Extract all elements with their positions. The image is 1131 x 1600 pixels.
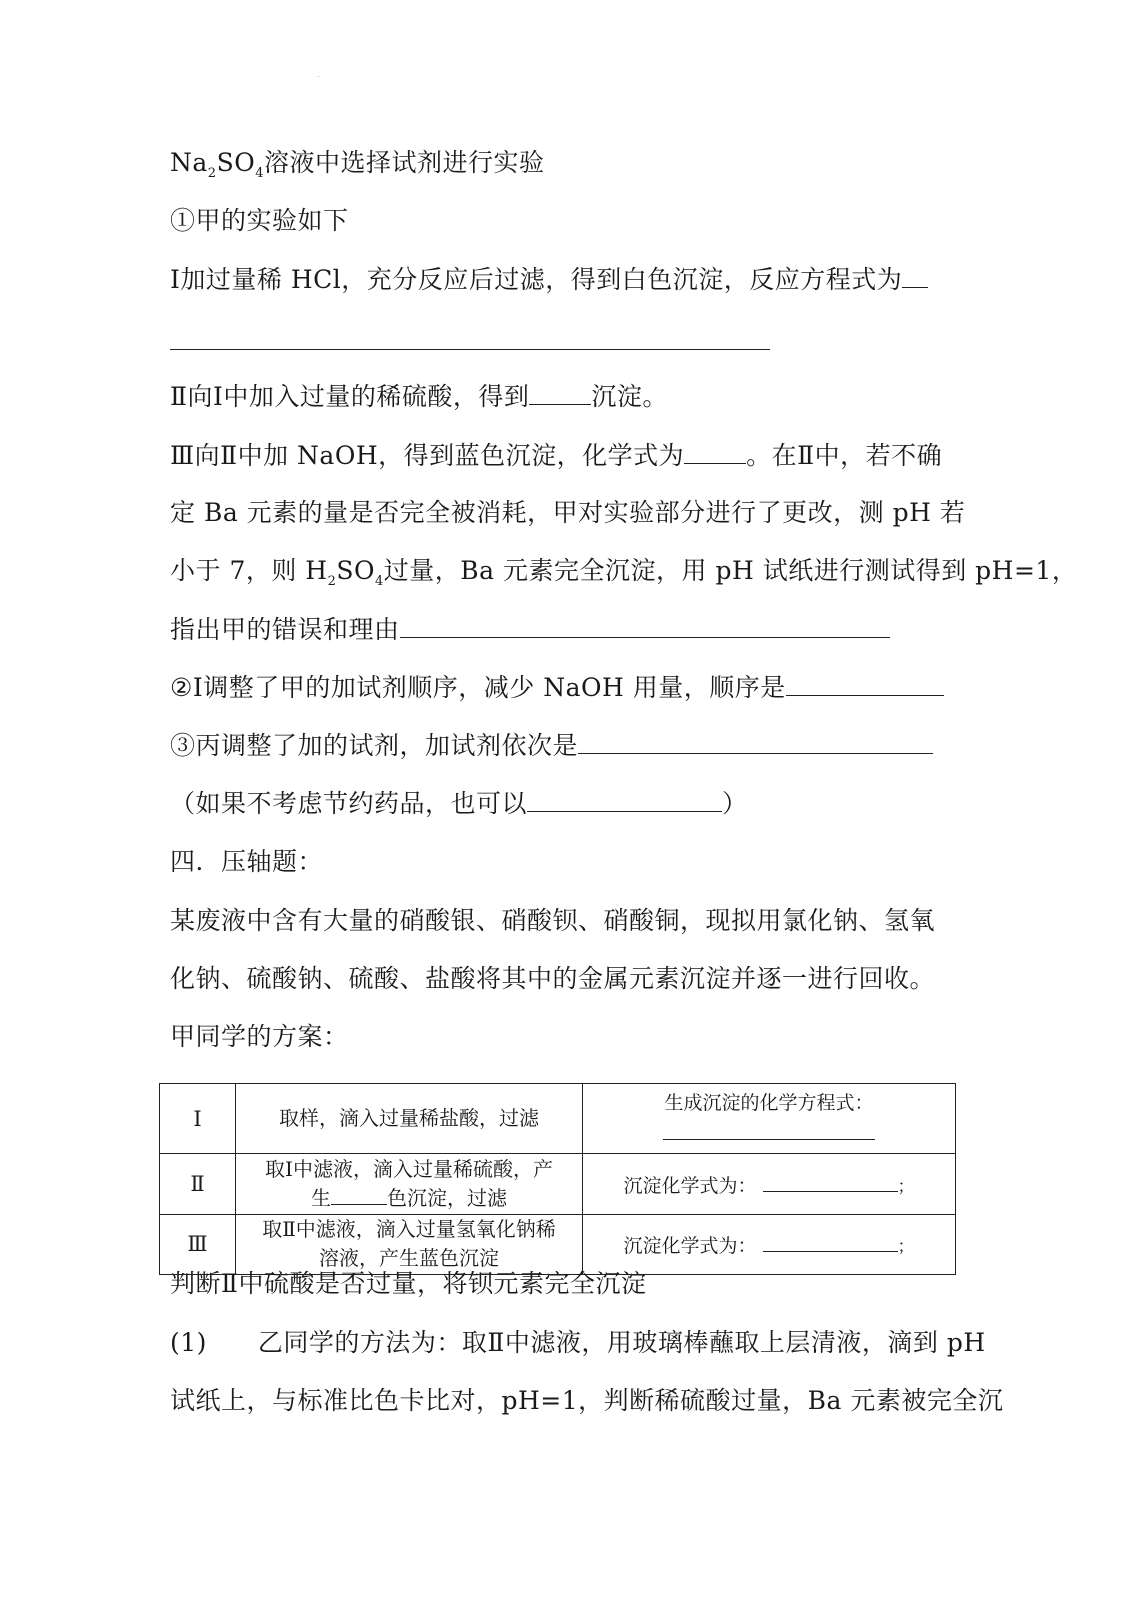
text-segment: 。在Ⅱ中，若不确 (746, 441, 943, 470)
subscript: 2 (207, 166, 217, 181)
text-segment: 沉淀。 (591, 382, 668, 411)
answer-blank-table-formula[interactable] (763, 1187, 898, 1192)
line-error-reason (170, 612, 890, 648)
answer-blank-formula[interactable] (684, 459, 746, 464)
text-segment: 过量，Ba 元素完全沉淀，用 pH 试纸进行测试得到 pH=1， (383, 556, 1078, 585)
line-yi-order (170, 670, 944, 706)
text-segment: 色沉淀，过滤 (387, 1186, 507, 1211)
problem-text-3: 甲同学的方案： (170, 1022, 349, 1051)
line-step-3 (170, 438, 942, 474)
answer-blank-table-equation[interactable] (663, 1135, 875, 1140)
text-segment: Ⅱ向Ⅰ中加入过量的稀硫酸，得到 (170, 382, 530, 411)
line-ph-test (170, 553, 1077, 600)
experiment-table (159, 1083, 956, 1275)
text-segment: Na (170, 148, 208, 177)
text-segment: ②Ⅰ调整了甲的加试剂顺序，减少 NaOH 用量，顺序是 (170, 673, 786, 702)
text-segment: 溶液中选择试剂进行实验 (263, 148, 545, 177)
subscript: 2 (327, 574, 337, 589)
step-number: Ⅱ (160, 1154, 236, 1214)
text-segment: （如果不考虑节约药品，也可以 (170, 789, 528, 818)
subscript: 4 (375, 574, 384, 589)
semicolon: ； (897, 1176, 915, 1197)
line-step-2 (170, 379, 668, 415)
step-line: 取Ⅱ中滤液，滴入过量氢氧化钠稀 (262, 1217, 556, 1242)
result-label: 沉淀化学式为： (623, 1234, 757, 1257)
line-jia-experiment: ①甲的实验如下 (170, 206, 349, 235)
step-description: 取样，滴入过量稀盐酸，过滤 (236, 1084, 583, 1154)
line-step-1 (170, 262, 928, 298)
answer-blank-order[interactable] (786, 691, 944, 696)
result-cell (583, 1084, 956, 1154)
problem-text-1: 某废液中含有大量的硝酸银、硝酸钡、硝酸铜，现拟用氯化钠、氢氧 (170, 906, 936, 935)
answer-blank-color[interactable] (331, 1200, 387, 1205)
text-segment: SO (336, 556, 376, 585)
section-heading: 四．压轴题： (170, 847, 324, 876)
step-line: 溶液，产生蓝色沉淀 (319, 1246, 499, 1271)
subscript: 4 (255, 166, 264, 181)
text-segment: 生 (311, 1186, 331, 1211)
answer-blank-equation-cont[interactable] (170, 349, 770, 350)
text-segment: SO (216, 148, 256, 177)
line-alternative (170, 786, 748, 822)
answer-blank-precipitate[interactable] (529, 400, 591, 405)
table-row (160, 1084, 956, 1154)
line-na2so4 (170, 145, 544, 192)
table-row (160, 1154, 956, 1214)
result-label: 生成沉淀的化学方程式： (664, 1092, 874, 1115)
text-segment: Ⅰ加过量稀 HCl，充分反应后过滤，得到白色沉淀，反应方程式为 (170, 265, 903, 294)
text-segment: ③丙调整了加的试剂，加试剂依次是 (170, 731, 579, 760)
problem-text-2: 化钠、硫酸钠、硫酸、盐酸将其中的金属元素沉淀并逐一进行回收。 (170, 964, 936, 993)
step-number: Ⅲ (160, 1214, 236, 1274)
semicolon: ； (897, 1236, 915, 1257)
text-segment: 小于 7，则 H (170, 556, 328, 585)
result-label: 沉淀化学式为： (623, 1174, 757, 1197)
step-line (242, 1184, 576, 1213)
line-ba-consumption: 定 Ba 元素的量是否完全被消耗，甲对实验部分进行了更改，测 pH 若 (170, 498, 966, 527)
line-judge: 判断Ⅱ中硫酸是否过量，将钡元素完全沉淀 (170, 1269, 647, 1298)
answer-blank-alternative[interactable] (527, 807, 722, 812)
text-segment: ） (722, 789, 748, 818)
answer-blank-reagents[interactable] (578, 749, 933, 754)
answer-blank-table-formula[interactable] (763, 1247, 898, 1252)
result-cell (583, 1154, 956, 1214)
text-segment: Ⅲ向Ⅱ中加 NaOH，得到蓝色沉淀，化学式为 (170, 441, 685, 470)
step-number: Ⅰ (160, 1084, 236, 1154)
answer-blank-equation[interactable] (902, 283, 928, 288)
line-bing-reagents (170, 728, 933, 764)
line-yi-method-2: 试纸上，与标准比色卡比对，pH=1，判断稀硫酸过量，Ba 元素被完全沉 (170, 1386, 1004, 1415)
answer-blank-error[interactable] (400, 633, 890, 638)
step-description (236, 1154, 583, 1214)
scan-speck (318, 76, 319, 77)
step-line: 取Ⅰ中滤液，滴入过量稀硫酸，产 (265, 1157, 553, 1182)
text-segment: 指出甲的错误和理由 (170, 615, 400, 644)
line-yi-method-1: (1) 乙同学的方法为：取Ⅱ中滤液，用玻璃棒蘸取上层清液，滴到 pH (170, 1328, 986, 1357)
